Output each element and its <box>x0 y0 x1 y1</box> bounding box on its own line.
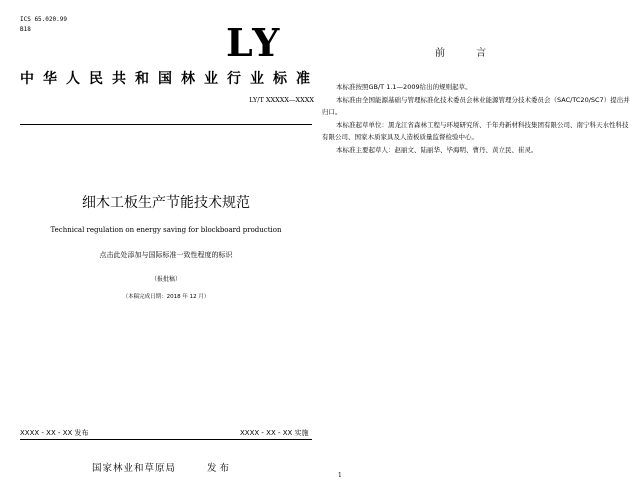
foreword-paragraph: 本标准起草单位：黑龙江省森林工程与环境研究所、千年舟新材科技集团有限公司、南宁科天水性科技有限公司、国家木质家具及人造板质量监督检验中心。 <box>322 121 629 141</box>
ics-code: ICS 65.020.99 <box>20 16 67 23</box>
issuer-action: 发布 <box>207 463 233 474</box>
document-title-english: Technical regulation on energy saving for blockboard production <box>50 226 282 234</box>
footer-divider <box>20 439 312 440</box>
issue-date: XXXX - XX - XX 发布 <box>20 429 89 437</box>
foreword-heading: 前 言 <box>435 48 501 59</box>
header-divider <box>20 124 312 125</box>
page-number: 1 <box>338 472 342 479</box>
foreword-paragraph: 本标准由全国能源基础与管理标准化技术委员会林业能源管理分技术委员会（SAC/TC20/SC7）提出并归口。 <box>322 96 630 116</box>
classification-number: B18 <box>20 26 31 33</box>
draft-label: （报批稿） <box>150 276 181 283</box>
foreword-paragraph: 本标准主要起草人：赵丽文、陆丽华、毕海明、曹丹、黄立民、崔灵。 <box>336 146 538 154</box>
implement-date: XXXX - XX - XX 实施 <box>240 429 309 437</box>
document-title: 细木工板生产节能技术规范 <box>82 195 250 211</box>
ly-logo: LY <box>226 20 282 65</box>
completion-date: （本稿完成日期：2018 年 12 月） <box>122 294 210 300</box>
consistency-placeholder[interactable]: 点击此处添加与国际标准一致性程度的标识 <box>99 251 233 259</box>
standard-type-title: 中华人民共和国林业行业标准 <box>20 71 319 87</box>
foreword-paragraph: 本标准按照GB/T 1.1—2009给出的规则起草。 <box>336 83 472 91</box>
standard-code: LY/T XXXXX—XXXX <box>249 96 314 104</box>
issuer: 国家林业和草原局 <box>92 463 177 474</box>
